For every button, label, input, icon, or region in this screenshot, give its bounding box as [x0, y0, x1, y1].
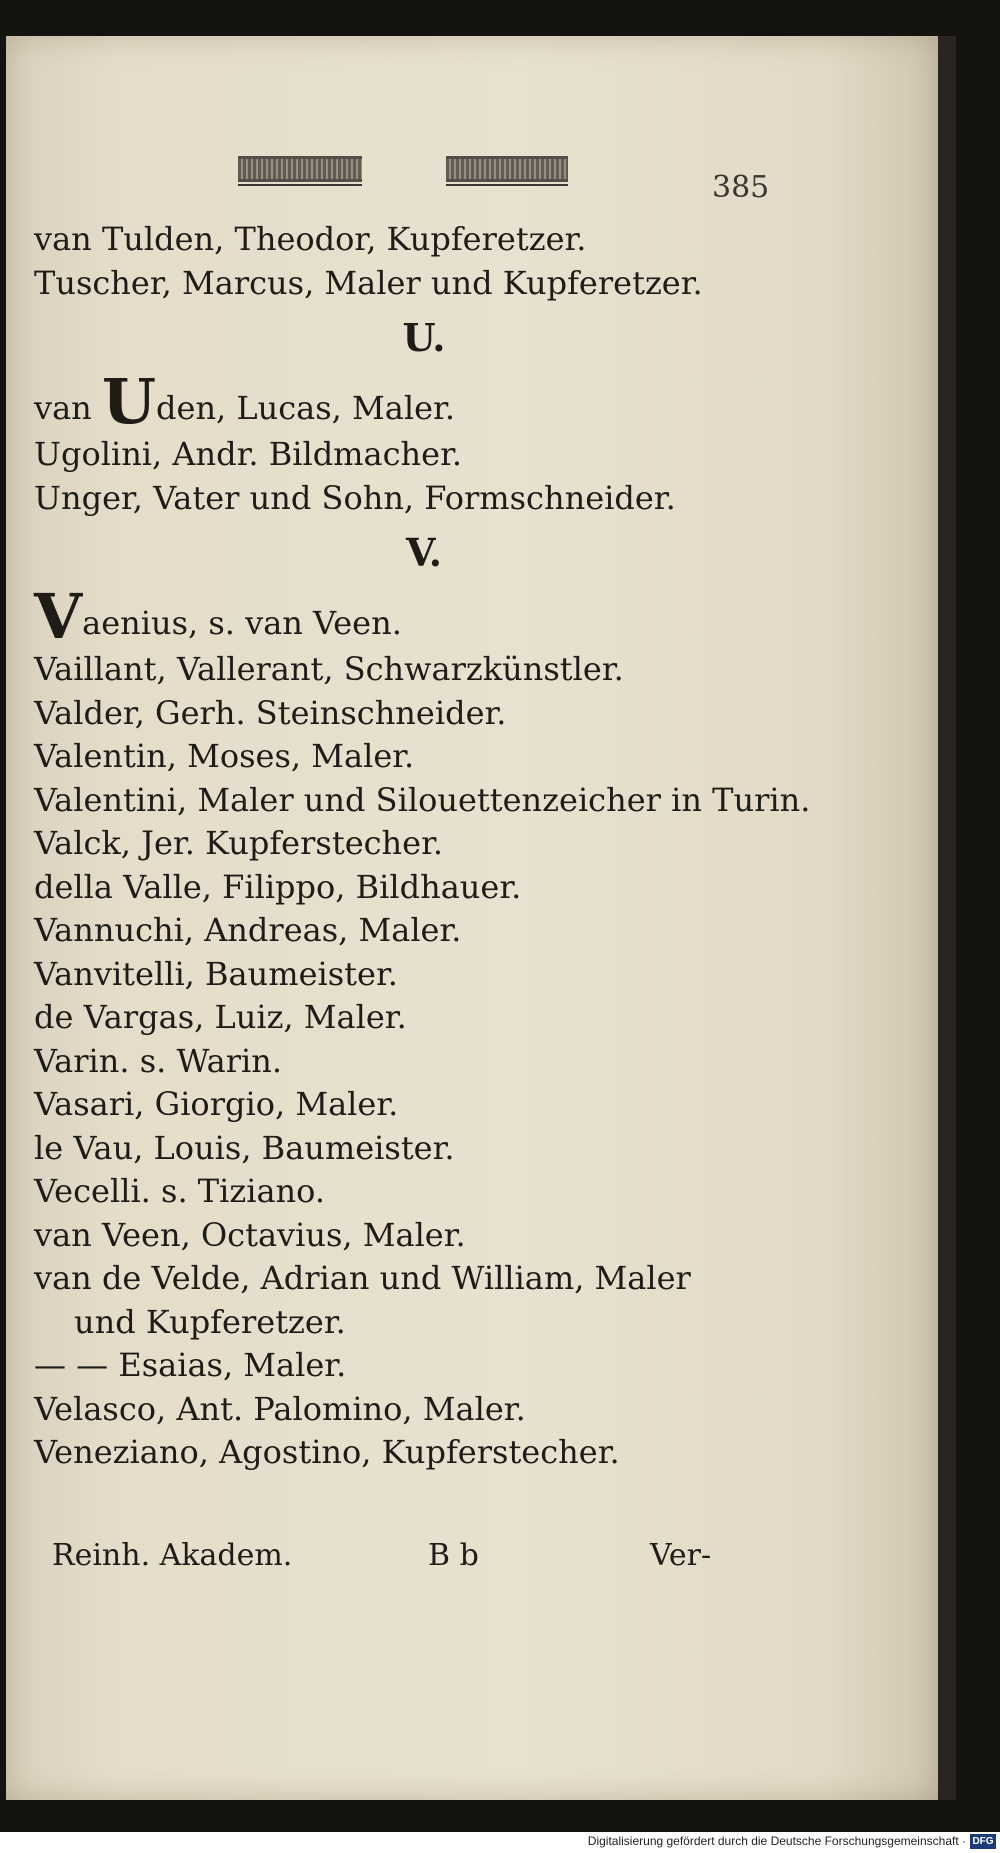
dfg-credit: Digitalisierung gefördert durch die Deutsche Forschungsgemeinschaft · — [587, 1834, 966, 1848]
entry-line: Veneziano, Agostino, Kupferstecher. — [34, 1433, 620, 1471]
entry-line: Varin. s. Warin. — [34, 1041, 282, 1080]
entry-line: van de Velde, Adrian und William, Maler — [34, 1259, 691, 1297]
entry-line: van Veen, Octavius, Maler. — [34, 1215, 466, 1254]
entry-line: le Vau, Louis, Baumeister. — [34, 1128, 455, 1167]
drop-cap: U — [101, 365, 157, 438]
catchword: Ver- — [650, 1538, 712, 1573]
entry-line: Velasco, Ant. Palomino, Maler. — [34, 1389, 526, 1428]
entry-line: Valentini, Maler und Silouettenzeicher in Turin. — [34, 780, 811, 819]
entry-rest: den, Lucas, Maler. — [156, 389, 455, 427]
header-ornament-right — [446, 156, 568, 182]
running-footer: Reinh. Akadem. — [52, 1538, 293, 1573]
entry-line: Vaillant, Vallerant, Schwarzkünstler. — [34, 650, 624, 688]
entry-line: della Valle, Filippo, Bildhauer. — [34, 867, 522, 906]
entry-prefix: van — [34, 389, 102, 427]
entry-line: Vasari, Giorgio, Maler. — [34, 1085, 399, 1123]
entry-line: — — Esaias, Maler. — [34, 1346, 347, 1384]
entry-line: Ugolini, Andr. Bildmacher. — [34, 435, 463, 473]
entry-line: Tuscher, Marcus, Maler und Kupferetzer. — [34, 263, 703, 302]
entry-line: Valentin, Moses, Maler. — [34, 737, 415, 775]
entry-line — [34, 580, 774, 653]
entry-list — [34, 218, 811, 1475]
entry-line: Unger, Vater und Sohn, Formschneider. — [34, 478, 676, 517]
entry-line — [34, 365, 774, 438]
header-ornament-left — [238, 156, 362, 182]
section-heading-u: U. — [402, 315, 446, 360]
header-rule-left — [238, 184, 362, 186]
entry-rest: aenius, s. van Veen. — [82, 604, 402, 642]
signature-mark: B b — [428, 1538, 479, 1573]
entry-line: Vanvitelli, Baumeister. — [34, 954, 398, 993]
entry-line: Vecelli. s. Tiziano. — [34, 1172, 326, 1210]
entry-line: Vannuchi, Andreas, Maler. — [34, 911, 462, 949]
page-edge — [938, 36, 956, 1800]
page-number: 385 — [712, 170, 770, 205]
entry-line: van Tulden, Theodor, Kupferetzer. — [34, 220, 587, 258]
entry-line: Valck, Jer. Kupferstecher. — [34, 824, 444, 862]
entry-line: de Vargas, Luiz, Maler. — [34, 998, 407, 1036]
entry-continuation: und Kupferetzer. — [74, 1302, 346, 1341]
credit-bar — [0, 1832, 1000, 1853]
drop-cap: V — [34, 580, 83, 653]
dfg-logo: DFG — [970, 1834, 996, 1849]
entry-line: Valder, Gerh. Steinschneider. — [34, 693, 507, 732]
section-heading-v: V. — [405, 530, 443, 575]
header-rule-right — [446, 184, 568, 186]
